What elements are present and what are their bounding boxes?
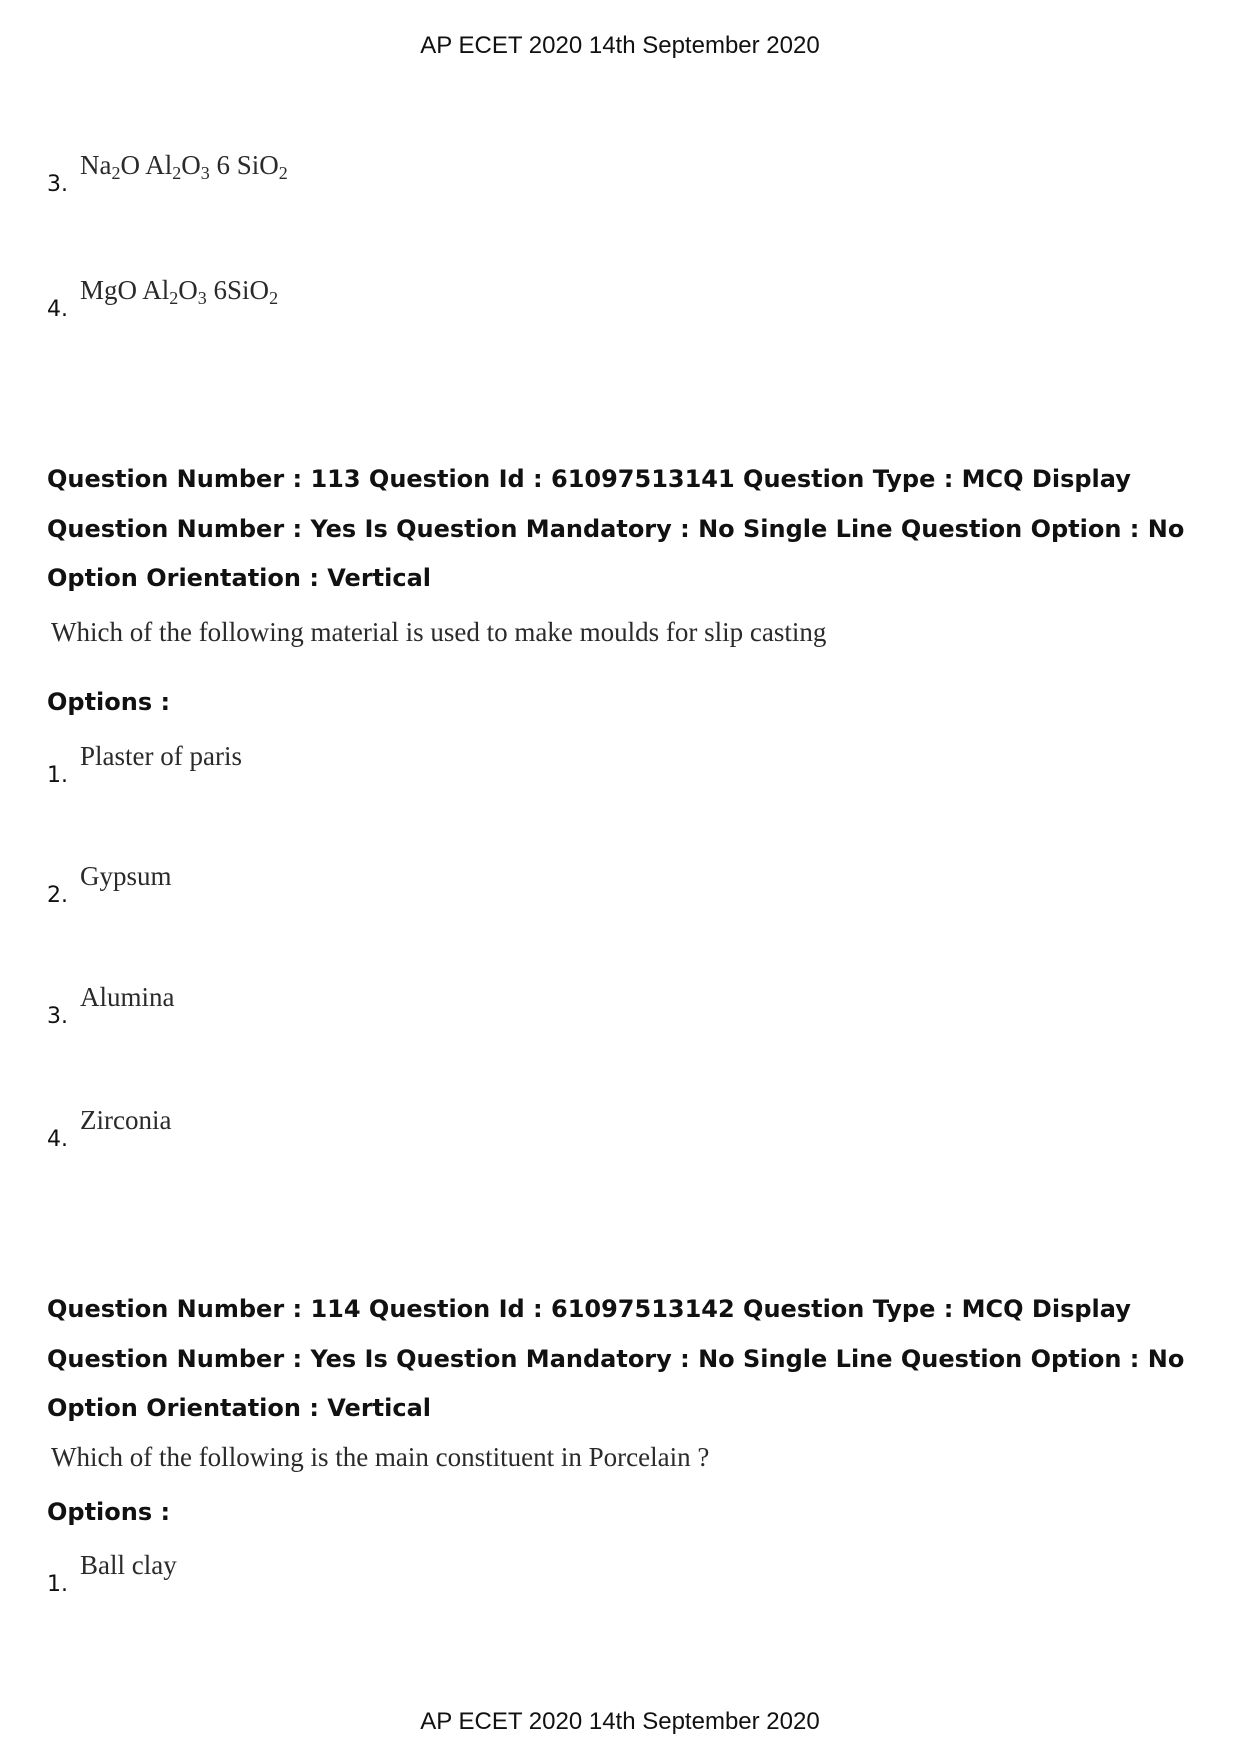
option-text: Ball clay bbox=[80, 1550, 177, 1580]
option-item bbox=[47, 1550, 947, 1610]
question-text: Which of the following material is used to make moulds for slip casting bbox=[51, 617, 827, 647]
option-item bbox=[47, 1105, 947, 1165]
option-formula: MgO $Al_2O_3$ 6SiO$_2$ bbox=[80, 275, 279, 308]
option-item bbox=[47, 982, 947, 1042]
option-text: Gypsum bbox=[80, 861, 172, 891]
option-item bbox=[47, 741, 947, 801]
option-number: 4. bbox=[47, 297, 68, 322]
option-number: 4. bbox=[47, 1127, 68, 1152]
option-number: 1. bbox=[47, 763, 68, 788]
option-item bbox=[47, 150, 947, 210]
option-number: 1. bbox=[47, 1572, 68, 1597]
option-number: 3. bbox=[47, 1004, 68, 1029]
option-number: 2. bbox=[47, 883, 68, 908]
option-text: Zirconia bbox=[80, 1105, 172, 1135]
question-header: Question Number : 114 Question Id : 61097513142 Question Type : MCQ Display Question Number : Yes Is Question Mandatory : No Single Line Question Option : No Option Orientation : Vertical bbox=[47, 1295, 1185, 1422]
page-header: AP ECET 2020 14th September 2020 bbox=[420, 32, 820, 59]
option-item bbox=[47, 275, 947, 335]
options-label: Options : bbox=[47, 1498, 171, 1526]
option-text: Plaster of paris bbox=[80, 741, 242, 771]
option-item bbox=[47, 861, 947, 921]
option-number: 3. bbox=[47, 172, 68, 197]
option-text: Alumina bbox=[80, 982, 175, 1012]
options-label: Options : bbox=[47, 688, 171, 716]
question-header: Question Number : 113 Question Id : 61097513141 Question Type : MCQ Display Question Number : Yes Is Question Mandatory : No Single Line Question Option : No Option Orientation : Vertical bbox=[47, 465, 1185, 592]
option-formula: $Na_2O$ $Al_2O_3$ 6 SiO$_2$ bbox=[80, 150, 288, 183]
page-footer: AP ECET 2020 14th September 2020 bbox=[420, 1708, 820, 1735]
question-text: Which of the following is the main constituent in Porcelain ? bbox=[51, 1442, 710, 1472]
